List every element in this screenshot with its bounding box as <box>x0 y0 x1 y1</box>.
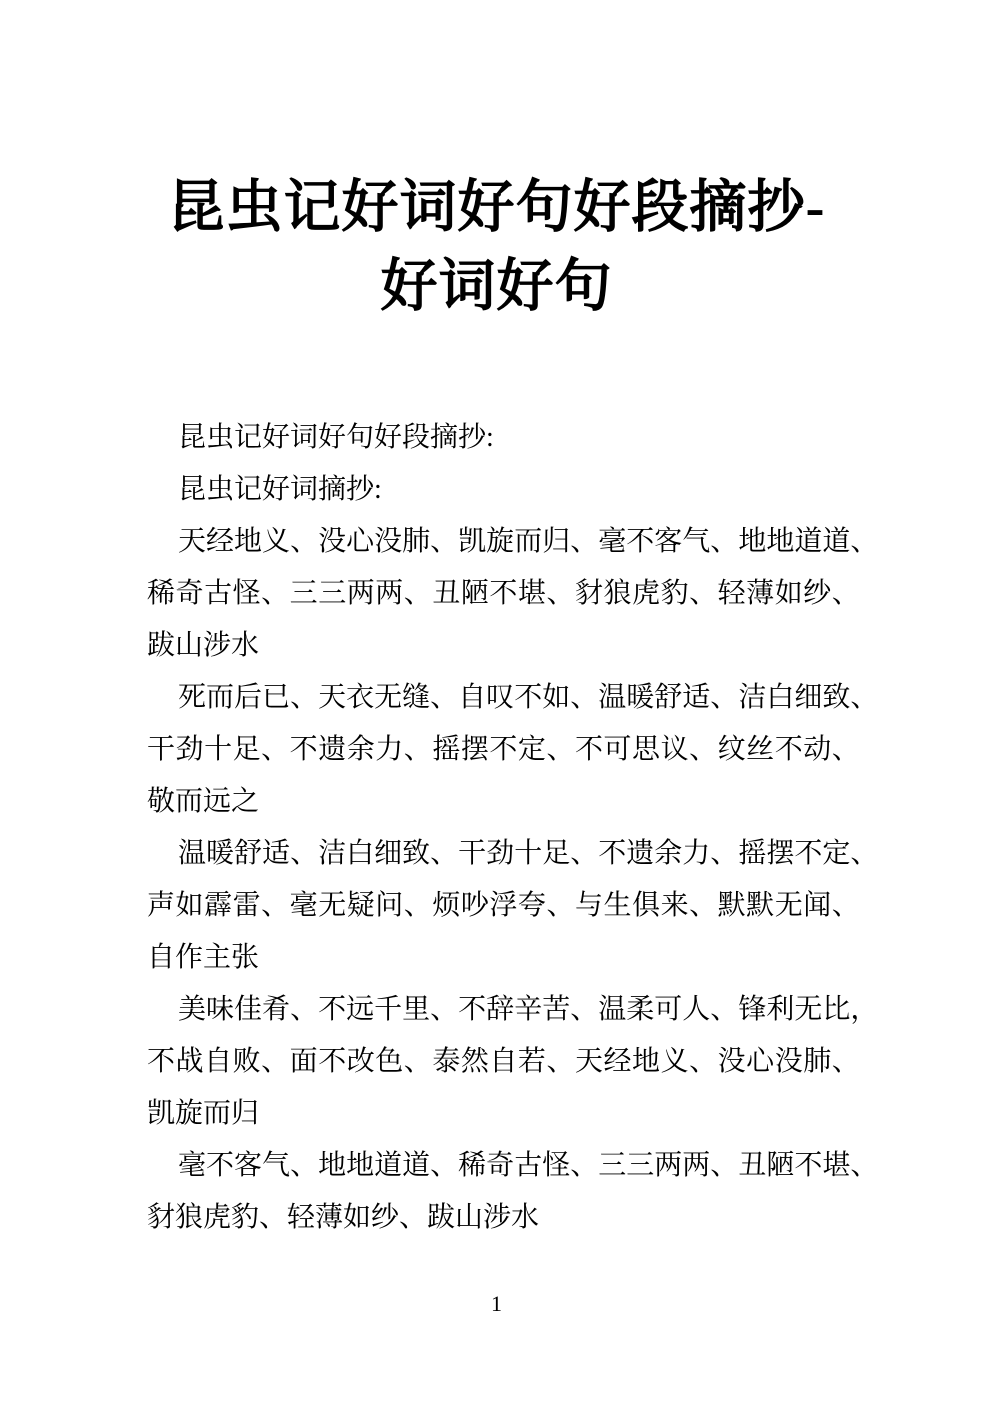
paragraph-line: 凯旋而归 <box>147 1098 260 1129</box>
paragraph-line: 豺狼虎豹、轻薄如纱、跋山涉水 <box>147 1202 540 1233</box>
paragraph-line: 美 味 佳 肴 、 不 远 千 里 、 不 辞 辛 苦 、 温 柔 可 人 、 锋 利 无 比 ， <box>178 994 879 1025</box>
paragraph <box>147 984 879 1140</box>
paragraph-line: 干 劲 十 足 、 不 遗 余 力 、 摇 摆 不 定 、 不 可 思 议 、 纹 丝 不 动 、 <box>147 734 860 765</box>
paragraph-line: 自作主张 <box>147 942 260 973</box>
paragraph-line: 昆虫记好词好句好段摘抄: <box>178 422 494 453</box>
paragraph <box>147 464 860 516</box>
paragraph-line: 不 战 自 败 、 面 不 改 色 、 泰 然 自 若 、 天 经 地 义 、 没 心 没 肺 、 <box>147 1046 860 1077</box>
document-body <box>147 412 879 1244</box>
title-line: 昆虫记好词好句好段摘抄- <box>167 176 826 239</box>
paragraph-line: 毫 不 客 气 、 地 地 道 道 、 稀 奇 古 怪 、 三 三 两 两 、 丑 陋 不 堪 、 <box>178 1150 879 1181</box>
paragraph-line: 稀 奇 古 怪 、 三 三 两 两 、 丑 陋 不 堪 、 豺 狼 虎 豹 、 轻 薄 如 纱 、 <box>147 578 860 609</box>
paragraph <box>147 1140 879 1244</box>
paragraph-line: 敬而远之 <box>147 786 260 817</box>
paragraph-line: 跋山涉水 <box>147 630 260 661</box>
paragraph <box>147 412 860 464</box>
paragraph-line: 声 如 霹 雷 、 毫 无 疑 问 、 烦 吵 浮 夸 、 与 生 俱 来 、 默 默 无 闻 、 <box>147 890 860 921</box>
title-line: 好词好句 <box>380 255 613 318</box>
paragraph <box>147 516 879 672</box>
paragraph-line: 温 暖 舒 适 、 洁 白 细 致 、 干 劲 十 足 、 不 遗 余 力 、 摇 摆 不 定 、 <box>178 838 879 869</box>
paragraph <box>147 672 879 828</box>
page-number: 1 <box>491 1291 502 1316</box>
paragraph-line: 天 经 地 义 、 没 心 没 肺 、 凯 旋 而 归 、 毫 不 客 气 、 地 地 道 道 、 <box>178 526 879 557</box>
paragraph-line: 昆虫记好词摘抄: <box>178 474 382 505</box>
document-title <box>0 168 993 326</box>
paragraph <box>147 828 879 984</box>
paragraph-line: 死 而 后 已 、 天 衣 无 缝 、 自 叹 不 如 、 温 暖 舒 适 、 洁 白 细 致 、 <box>178 682 879 713</box>
